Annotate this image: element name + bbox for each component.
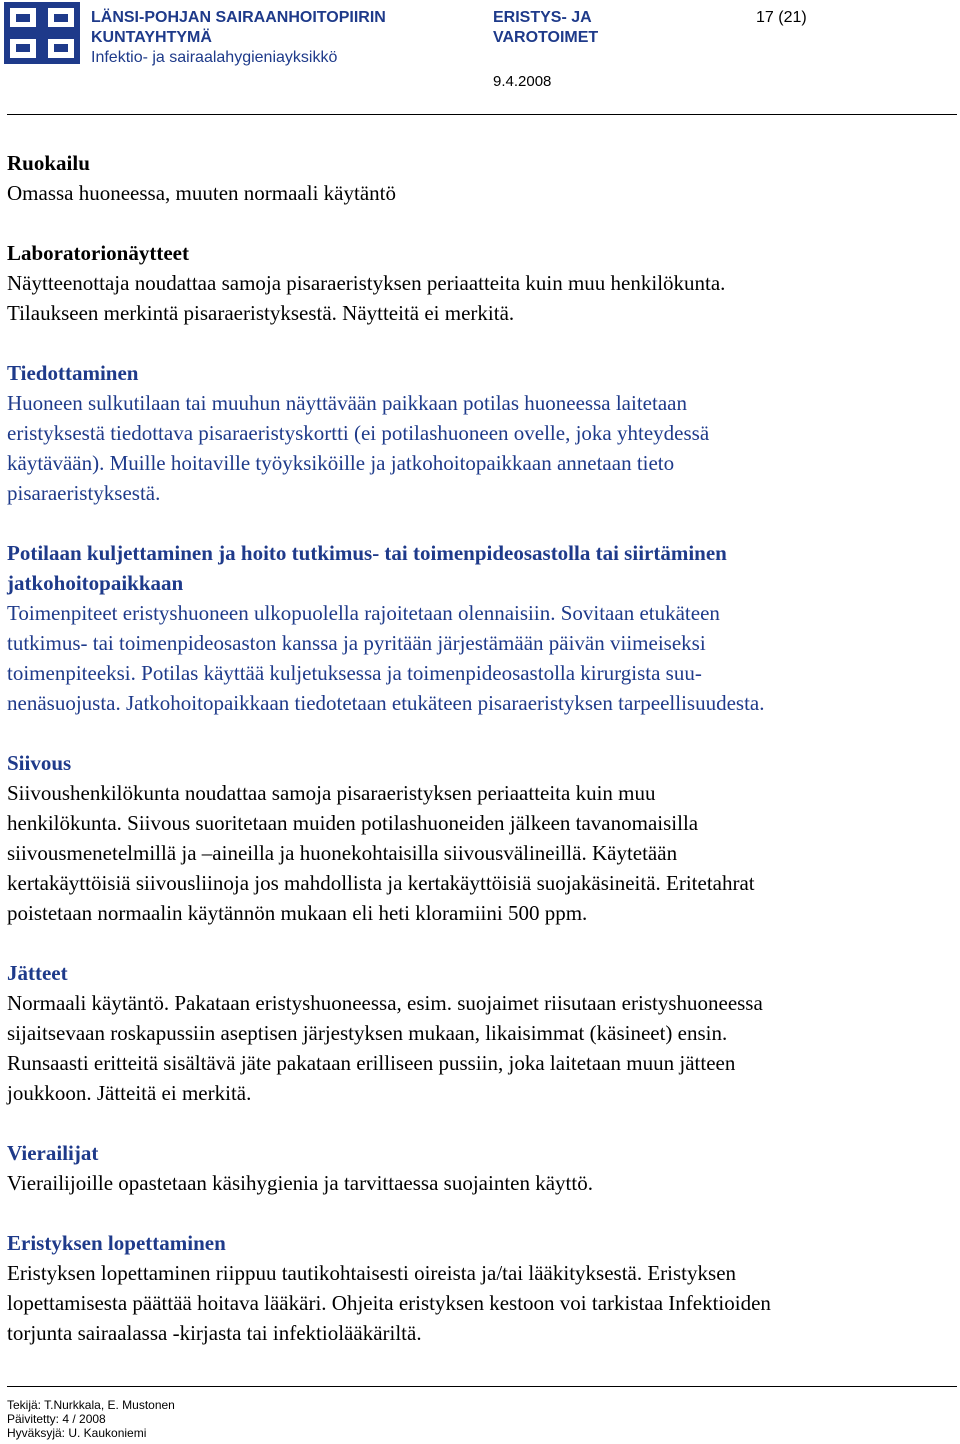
section-line: Eristyksen lopettaminen riippuu tautikohtaisesti oireista ja/tai lääkityksestä. Eristyksen (7, 1261, 737, 1285)
page-number: 17 (21) (756, 9, 807, 26)
section-line: tutkimus- tai toimenpideosaston kanssa ja pyritään järjestämään päivän viimeiseksi (7, 631, 706, 655)
section-line: nenäsuojusta. Jatkohoitopaikkaan tiedotetaan etukäteen pisaraeristyksen tarpeellisuudesta. (7, 691, 765, 715)
section-heading: Vierailijat (7, 1141, 99, 1165)
document-title (493, 8, 598, 48)
organization-name-line2: KUNTAYHTYMÄ (91, 29, 212, 46)
section-line: Normaali käytäntö. Pakataan eristyshuoneessa, esim. suojaimet riisutaan eristyshuoneessa (7, 991, 763, 1015)
section-laboratorionaytteet (7, 238, 957, 328)
footer-updated: Päivitetty: 4 / 2008 (7, 1412, 106, 1426)
section-jatteet (7, 958, 957, 1108)
section-ruokailu (7, 148, 957, 208)
page-header (0, 0, 960, 120)
section-line: Huoneen sulkutilaan tai muuhun näyttävään paikkaan potilas huoneessa laitetaan (7, 391, 687, 415)
section-line: sijaitsevaan roskapussiin aseptisen järjestyksen mukaan, likaisimmat (käsineet) ensin. (7, 1021, 728, 1045)
section-line: eristyksestä tiedottava pisaraeristyskortti (ei potilashuoneen ovelle, joka yhteydessä (7, 421, 710, 445)
document-date: 9.4.2008 (493, 73, 552, 90)
section-heading: Tiedottaminen (7, 361, 139, 385)
document-title-line2: VAROTOIMET (493, 29, 599, 46)
hospital-district-logo (4, 2, 80, 64)
section-line: Vierailijoille opastetaan käsihygienia ja tarvittaessa suojainten käyttö. (7, 1171, 593, 1195)
section-heading: Ruokailu (7, 151, 90, 175)
section-tiedottaminen (7, 358, 957, 508)
section-siivous (7, 748, 957, 928)
document-body (7, 148, 957, 1378)
section-heading: Jätteet (7, 961, 68, 985)
document-title-line1: ERISTYS- JA (493, 9, 592, 26)
organization-name (91, 8, 386, 68)
section-line: poistetaan normaalin käytännön mukaan eli heti kloramiini 500 ppm. (7, 901, 588, 925)
organization-name-line1: LÄNSI-POHJAN SAIRAANHOITOPIIRIN (91, 9, 386, 26)
section-line: lopettamisesta päättää hoitava lääkäri. Ohjeita eristyksen kestoon voi tarkistaa Infektioiden (7, 1291, 771, 1315)
section-line: torjunta sairaalassa -kirjasta tai infektiolääkäriltä. (7, 1321, 422, 1345)
section-line: käytävään). Muille hoitaville työyksiköille ja jatkohoitopaikkaan annetaan tieto (7, 451, 675, 475)
header-divider (7, 114, 957, 115)
section-eristyksen-lopettaminen (7, 1228, 957, 1348)
footer-divider (7, 1386, 957, 1387)
section-heading-continued: jatkohoitopaikkaan (7, 571, 184, 595)
section-line: kertakäyttöisiä siivousliinoja jos mahdollista ja kertakäyttöisiä suojakäsineitä. Eritetahrat (7, 871, 755, 895)
section-line: Siivoushenkilökunta noudattaa samoja pisaraeristyksen periaatteita kuin muu (7, 781, 656, 805)
section-line: henkilökunta. Siivous suoritetaan muiden potilashuoneiden jälkeen tavanomaisilla (7, 811, 699, 835)
section-heading: Laboratorionäytteet (7, 241, 189, 265)
section-heading: Eristyksen lopettaminen (7, 1231, 226, 1255)
section-heading: Siivous (7, 751, 72, 775)
section-line: siivousmenetelmillä ja –aineilla ja huonekohtaisilla siivousvälineillä. Käytetään (7, 841, 678, 865)
footer-approved: Hyväksyjä: U. Kaukoniemi (7, 1426, 147, 1440)
footer-authors: Tekijä: T.Nurkkala, E. Mustonen (7, 1398, 175, 1412)
section-line: toimenpiteeksi. Potilas käyttää kuljetuksessa ja toimenpideosastolla kirurgista suu- (7, 661, 702, 685)
section-line: Runsaasti eritteitä sisältävä jäte pakataan erilliseen pussiin, joka laitetaan muun jätteen (7, 1051, 736, 1075)
section-line: Omassa huoneessa, muuten normaali käytäntö (7, 181, 396, 205)
section-line: Toimenpiteet eristyshuoneen ulkopuolella rajoitetaan olennaisiin. Sovitaan etukäteen (7, 601, 720, 625)
organization-unit: Infektio- ja sairaalahygieniayksikkö (91, 49, 338, 66)
section-line: pisaraeristyksestä. (7, 481, 161, 505)
section-line: Tilaukseen merkintä pisaraeristyksestä. Näytteitä ei merkitä. (7, 301, 515, 325)
section-line: Näytteenottaja noudattaa samoja pisaraeristyksen periaatteita kuin muu henkilökunta. (7, 271, 726, 295)
section-kuljettaminen (7, 538, 957, 718)
section-heading: Potilaan kuljettaminen ja hoito tutkimus- tai toimenpideosastolla tai siirtäminen (7, 541, 727, 565)
page-footer (0, 1380, 960, 1444)
section-line: joukkoon. Jätteitä ei merkitä. (7, 1081, 252, 1105)
section-vierailijat (7, 1138, 957, 1198)
